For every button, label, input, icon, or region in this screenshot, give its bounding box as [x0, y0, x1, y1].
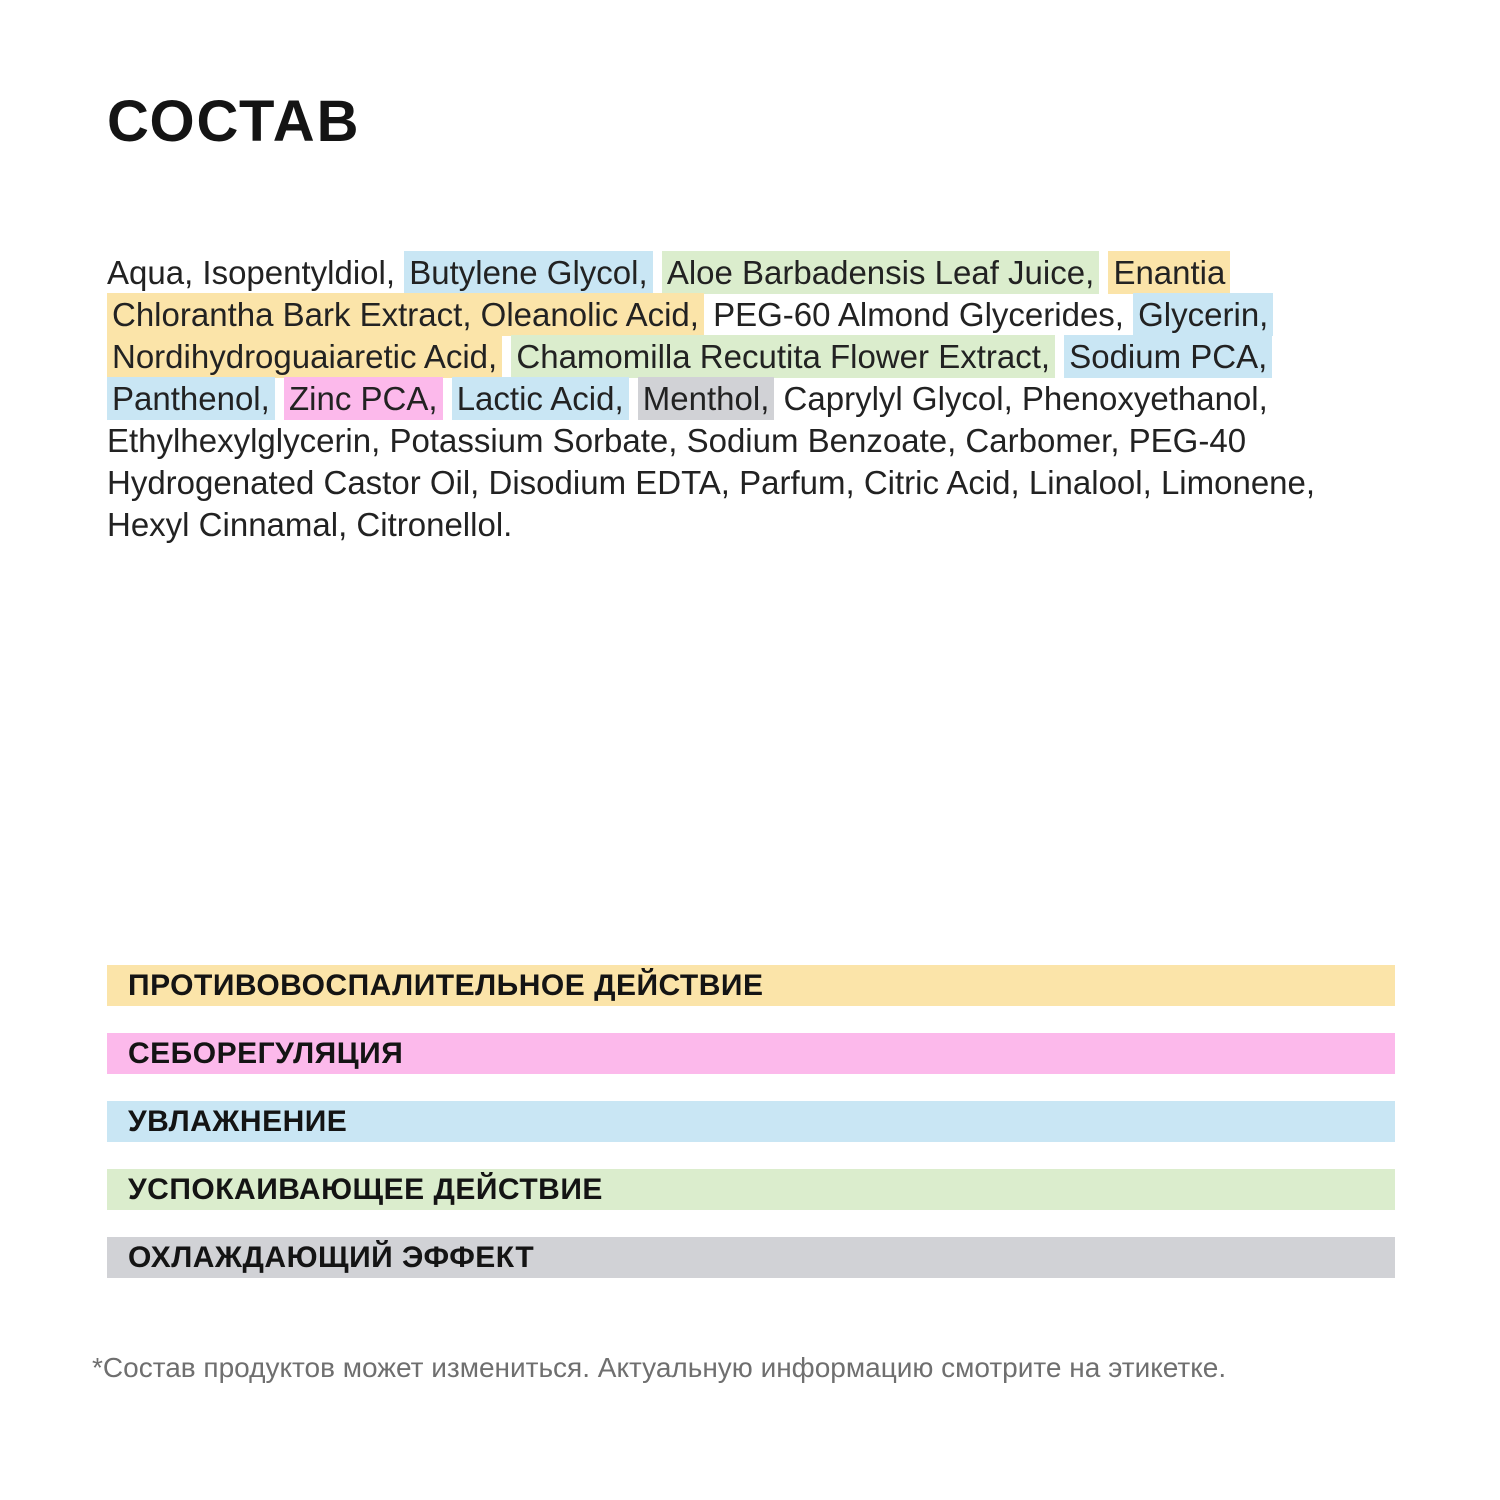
legend-bar-label: СЕБОРЕГУЛЯЦИЯ	[128, 1036, 404, 1070]
ingredient-highlight-yellow: Nordihydroguaiaretic Acid,	[107, 335, 502, 378]
legend-bar-label: УВЛАЖНЕНИЕ	[128, 1104, 348, 1138]
ingredient-line	[107, 504, 1407, 546]
ingredient-line	[107, 336, 1407, 378]
ingredient-segment	[443, 380, 452, 417]
ingredient-highlight-blue: Panthenol,	[107, 377, 275, 420]
ingredient-highlight-yellow: Enantia	[1108, 251, 1230, 294]
legend-bar-blue	[107, 1101, 1395, 1142]
ingredient-segment	[1055, 338, 1064, 375]
ingredient-segment	[502, 338, 511, 375]
ingredient-segment: Aqua, Isopentyldiol,	[107, 254, 405, 291]
ingredient-segment: Ethylhexylglycerin, Potassium Sorbate, Sodium Benzoate, Carbomer, PEG-40	[107, 422, 1247, 459]
ingredient-highlight-blue: Lactic Acid,	[452, 377, 629, 420]
ingredient-segment: Hydrogenated Castor Oil, Disodium EDTA, Parfum, Citric Acid, Linalool, Limonene,	[107, 464, 1316, 501]
legend-bar-yellow	[107, 965, 1395, 1006]
ingredient-line	[107, 462, 1407, 504]
ingredient-segment: Hexyl Cinnamal, Citronellol.	[107, 506, 513, 543]
legend-bar-green	[107, 1169, 1395, 1210]
ingredient-segment: PEG-60 Almond Glycerides,	[703, 296, 1134, 333]
ingredient-highlight-green: Aloe Barbadensis Leaf Juice,	[662, 251, 1099, 294]
footnote-text: *Состав продуктов может измениться. Актуальную информацию смотрите на этикетке.	[92, 1352, 1227, 1383]
ingredient-highlight-gray: Menthol,	[638, 377, 775, 420]
ingredient-segment	[629, 380, 638, 417]
ingredient-highlight-yellow: Chlorantha Bark Extract, Oleanolic Acid,	[107, 293, 704, 336]
legend-bar-label: ПРОТИВОВОСПАЛИТЕЛЬНОЕ ДЕЙСТВИЕ	[128, 968, 764, 1002]
legend-bar-label: УСПОКАИВАЮЩЕЕ ДЕЙСТВИЕ	[128, 1172, 603, 1206]
ingredient-highlight-blue: Sodium PCA,	[1064, 335, 1272, 378]
ingredient-segment	[653, 254, 662, 291]
ingredient-line	[107, 420, 1407, 462]
ingredient-highlight-green: Chamomilla Recutita Flower Extract,	[511, 335, 1055, 378]
ingredient-highlight-pink: Zinc PCA,	[284, 377, 443, 420]
ingredient-segment: Caprylyl Glycol, Phenoxyethanol,	[774, 380, 1268, 417]
ingredient-highlight-blue: Butylene Glycol,	[404, 251, 652, 294]
legend-bar-gray	[107, 1237, 1395, 1278]
legend-bar-label: ОХЛАЖДАЮЩИЙ ЭФФЕКТ	[128, 1240, 535, 1274]
ingredient-line	[107, 252, 1407, 294]
highlight-legend	[107, 965, 1395, 1305]
ingredient-line	[107, 378, 1407, 420]
page-title: СОСТАВ	[107, 89, 361, 154]
ingredient-highlight-blue: Glycerin,	[1133, 293, 1273, 336]
ingredients-paragraph	[107, 252, 1407, 546]
ingredient-line	[107, 294, 1407, 336]
ingredient-segment	[275, 380, 284, 417]
legend-bar-pink	[107, 1033, 1395, 1074]
